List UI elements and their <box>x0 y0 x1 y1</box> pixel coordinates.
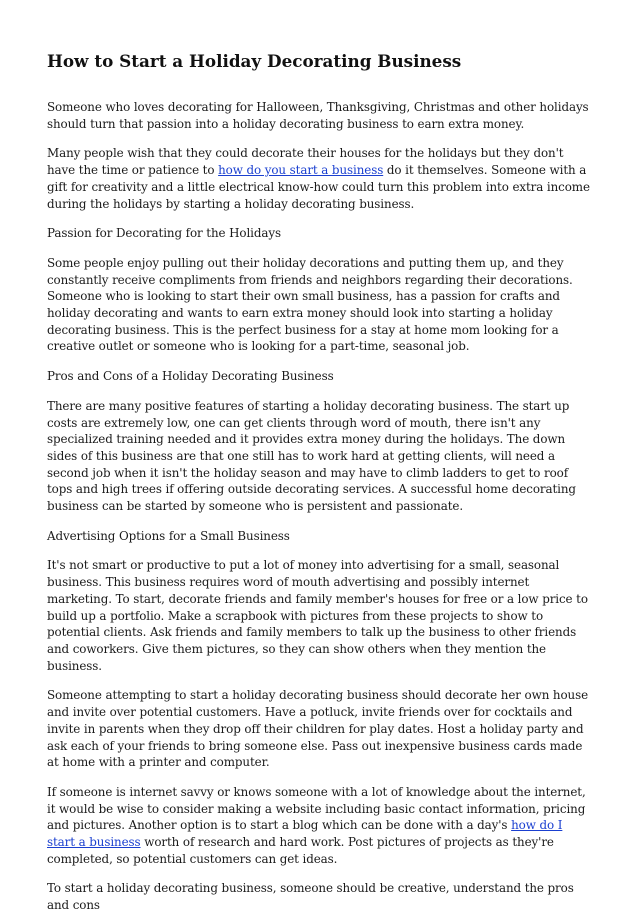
paragraph-passion: Some people enjoy pulling out their holiday decorations and putting them up, and they constantly receive compliments from friends and neighbors regarding their decorations. Someone who is looking to start their own small business, has a passion for crafts and holiday decorating and wants to earn extra money should look into starting a holiday decorating business. This is the perfect business for a stay at home mom looking for a creative outlet or someone who is looking for a part-time, seasonal job. <box>47 255 573 354</box>
section-heading-pros-cons: Pros and Cons of a Holiday Decorating Business <box>47 369 334 384</box>
paragraph-text: If someone is internet savvy or knows someone with a lot of knowledge about the internet, it would be wise to consider making a website including basic contact information, pricing and pictures. Another option is to start a blog which can be done with a day's <box>47 784 586 833</box>
paragraph-text: do it themselves. Someone with a gift for creativity and a little electrical know-how could turn this problem into extra income during the holidays by starting a holiday decorating business. <box>47 163 590 211</box>
section-heading-advertising: Advertising Options for a Small Business <box>47 528 290 543</box>
paragraph-intro: Someone who loves decorating for Halloween, Thanksgiving, Christmas and other holidays should turn that passion into a holiday decorating business to earn extra money. <box>47 100 589 131</box>
how-do-i-start-a-business-link[interactable]: how do I start a business <box>47 818 563 850</box>
paragraph-wish <box>47 145 592 212</box>
section-heading-passion: Passion for Decorating for the Holidays <box>47 226 282 241</box>
paragraph-internet <box>47 784 592 868</box>
paragraph-pros-cons: There are many positive features of starting a holiday decorating business. The start up costs are extremely low, one can get clients through word of mouth, there isn't any specialized training needed and it provides extra money during the holidays. The down sides of this business are that one still has to work hard at getting clients, will need a second job when it isn't the holiday season and may have to climb ladders to get to roof tops and high trees if offering outside decorating services. A successful home decorating business can be started by someone who is persistent and passionate. <box>47 398 576 514</box>
paragraph-conclusion: To start a holiday decorating business, someone should be creative, understand the pros and cons <box>47 881 574 913</box>
page-title: How to Start a Holiday Decorating Business <box>47 51 462 71</box>
paragraph-text: worth of research and hard work. Post pictures of projects as they're completed, so potential customers can get ideas. <box>47 835 554 866</box>
how-do-you-start-a-business-link[interactable]: how do you start a business <box>218 163 384 178</box>
paragraph-advertising: It's not smart or productive to put a lot of money into advertising for a small, seasonal business. This business requires word of mouth advertising and possibly internet marketing. To start, decorate friends and family member's houses for free or a low price to build up a portfolio. Make a scrapbook with pictures from these projects to show to potential clients. Ask friends and family members to talk up the business to other friends and coworkers. Give them pictures, so they can show others when they mention the business. <box>47 558 588 673</box>
paragraph-own-house: Someone attempting to start a holiday decorating business should decorate her own house and invite over potential customers. Have a potluck, invite friends over for cocktails and invite in parents when they drop off their children for play dates. Host a holiday party and ask each of your friends to bring someone else. Pass out inexpensive business cards made at home with a printer and computer. <box>47 688 589 770</box>
paragraph-text: Many people wish that they could decorate their houses for the holidays but they don't have the time or patience to <box>47 146 564 178</box>
